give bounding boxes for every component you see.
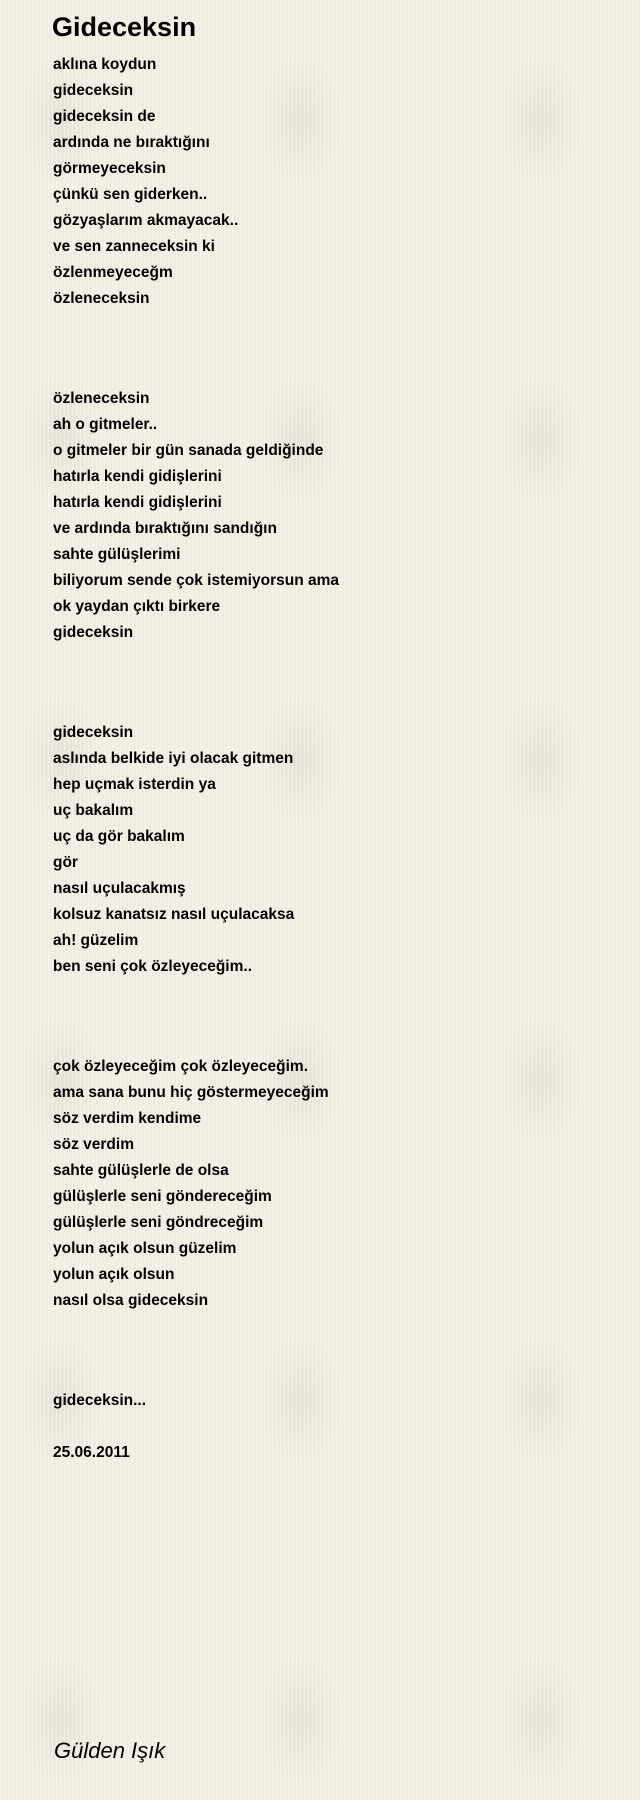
poem-line: özleneceksin bbox=[53, 290, 150, 307]
poem-line: biliyorum sende çok istemiyorsun ama bbox=[53, 572, 339, 589]
poem-line: gideceksin de bbox=[53, 108, 156, 125]
poem-line: gideceksin bbox=[53, 724, 134, 741]
poem-line: gülüşlerle seni göndereceğim bbox=[53, 1188, 272, 1205]
poem-title: Gideceksin bbox=[52, 12, 197, 42]
stanza-2 bbox=[53, 386, 613, 646]
poem-line: çok özleyeceğim çok özleyeceğim. bbox=[53, 1058, 309, 1075]
poem-line: sahte gülüşlerle de olsa bbox=[53, 1162, 229, 1179]
poem-line: görmeyeceksin bbox=[53, 160, 166, 177]
poem-line: söz verdim kendime bbox=[53, 1110, 202, 1127]
poem-line: gülüşlerle seni göndreceğim bbox=[53, 1214, 264, 1231]
poem-line: ama sana bunu hiç göstermeyeceğim bbox=[53, 1084, 329, 1101]
closing-stanza bbox=[53, 1388, 613, 1414]
poem-line: ve ardında bıraktığını sandığın bbox=[53, 520, 277, 537]
poem-line: gözyaşlarım akmayacak.. bbox=[53, 212, 239, 229]
poem-line: aslında belkide iyi olacak gitmen bbox=[53, 750, 294, 767]
poem-line: uç bakalım bbox=[53, 802, 134, 819]
poem-line: yolun açık olsun bbox=[53, 1266, 175, 1283]
poem-line: özleneceksin bbox=[53, 390, 150, 407]
poem-line: gideceksin bbox=[53, 624, 134, 641]
poem-line: ve sen zanneceksin ki bbox=[53, 238, 215, 255]
poem-line: kolsuz kanatsız nasıl uçulacaksa bbox=[53, 906, 295, 923]
poem-line: sahte gülüşlerimi bbox=[53, 546, 181, 563]
poem-line: hatırla kendi gidişlerini bbox=[53, 468, 222, 485]
poem-line: özlenmeyeceğm bbox=[53, 264, 173, 281]
poem-line: ok yaydan çıktı birkere bbox=[53, 598, 221, 615]
stanza-1 bbox=[53, 52, 613, 312]
poem-line: yolun açık olsun güzelim bbox=[53, 1240, 237, 1257]
stanza-3 bbox=[53, 720, 613, 980]
closing-line: gideceksin... bbox=[53, 1392, 147, 1409]
poem-line: ah o gitmeler.. bbox=[53, 416, 158, 433]
poem-line: hep uçmak isterdin ya bbox=[53, 776, 216, 793]
poem-body bbox=[53, 52, 613, 1466]
poem-line: gideceksin bbox=[53, 82, 134, 99]
poem-line: nasıl uçulacakmış bbox=[53, 880, 186, 897]
stanza-4 bbox=[53, 1054, 613, 1314]
poem-line: çünkü sen giderken.. bbox=[53, 186, 208, 203]
poem-line: nasıl olsa gideceksin bbox=[53, 1292, 209, 1309]
poem-line: ah! güzelim bbox=[53, 932, 139, 949]
poem-line: hatırla kendi gidişlerini bbox=[53, 494, 222, 511]
poem-line: ben seni çok özleyeceğim.. bbox=[53, 958, 252, 975]
author-name: Gülden Işık bbox=[54, 1738, 166, 1763]
poem-line: o gitmeler bir gün sanada geldiğinde bbox=[53, 442, 324, 459]
poem-date: 25.06.2011 bbox=[53, 1444, 130, 1461]
poem-line: aklına koydun bbox=[53, 56, 157, 73]
poem-line: söz verdim bbox=[53, 1136, 134, 1153]
poem-line: gör bbox=[53, 854, 78, 871]
poem-line: uç da gör bakalım bbox=[53, 828, 185, 845]
poem-line: ardında ne bıraktığını bbox=[53, 134, 210, 151]
